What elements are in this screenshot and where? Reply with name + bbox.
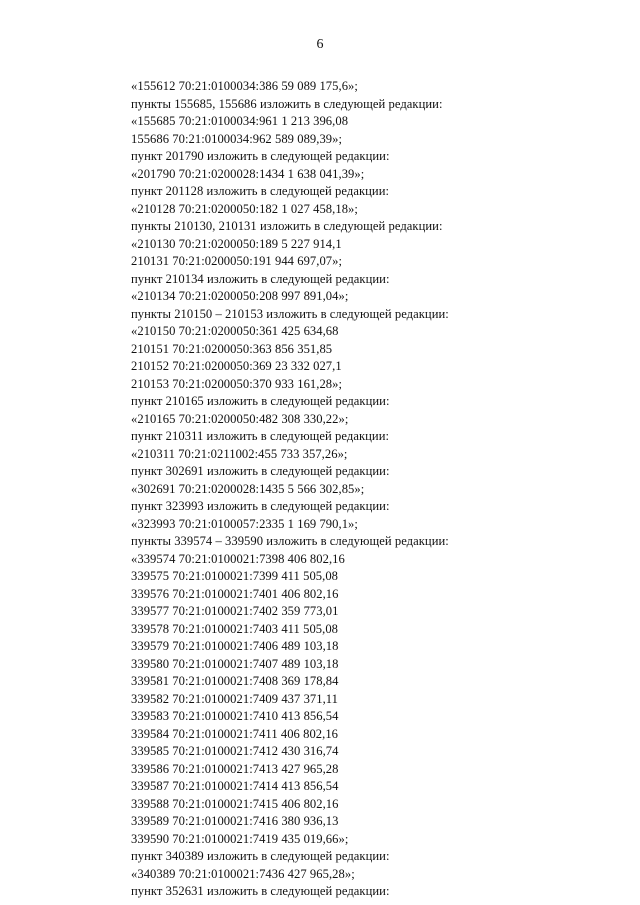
document-line: «339574 70:21:0100021:7398 406 802,16 — [131, 551, 345, 566]
document-line: 155686 70:21:0100034:962 589 089,39»; — [131, 131, 343, 146]
document-line: 339581 70:21:0100021:7408 369 178,84 — [131, 674, 339, 688]
page-number: 6 — [316, 37, 324, 52]
document-line: 339588 70:21:0100021:7415 406 802,16 — [131, 796, 339, 811]
document-line: 339580 70:21:0100021:7407 489 103,18 — [131, 656, 339, 671]
document-line: 339578 70:21:0100021:7403 411 505,08 — [131, 621, 339, 636]
document-line: «323993 70:21:0100057:2335 1 169 790,1»; — [131, 516, 358, 531]
document-line: пункт 210134 изложить в следующей редакции: — [131, 271, 390, 286]
document-line: пункты 210150 – 210153 изложить в следующей редакции: — [131, 306, 449, 321]
document-line: пункты 210130, 210131 изложить в следующей редакции: — [131, 219, 443, 233]
document-line: 339582 70:21:0100021:7409 437 371,11 — [131, 691, 339, 706]
document-line: «340389 70:21:0100021:7436 427 965,28»; — [131, 866, 355, 881]
document-line: пункт 323993 изложить в следующей редакции: — [131, 499, 390, 513]
document-line: 210152 70:21:0200050:369 23 332 027,1 — [131, 359, 342, 373]
document-line: «210130 70:21:0200050:189 5 227 914,1 — [131, 236, 342, 251]
document-line: «155685 70:21:0100034:961 1 213 396,08 — [131, 114, 349, 128]
document-line: 210151 70:21:0200050:363 856 351,85 — [131, 341, 333, 356]
document-line: 339587 70:21:0100021:7414 413 856,54 — [131, 779, 339, 793]
document-line: «210311 70:21:0211002:455 733 357,26»; — [131, 446, 348, 461]
document-line: «210150 70:21:0200050:361 425 634,68 — [131, 324, 339, 338]
document-line: пункты 155685, 155686 изложить в следующей редакции: — [131, 96, 443, 111]
document-line: пункт 302691 изложить в следующей редакции: — [131, 464, 390, 478]
document-line: 210131 70:21:0200050:191 944 697,07»; — [131, 254, 343, 268]
document-line: 339585 70:21:0100021:7412 430 316,74 — [131, 744, 339, 758]
document-line: 339576 70:21:0100021:7401 406 802,16 — [131, 586, 339, 601]
document-line: 339583 70:21:0100021:7410 413 856,54 — [131, 709, 339, 723]
document-line: «210128 70:21:0200050:182 1 027 458,18»; — [131, 201, 358, 216]
document-line: 339586 70:21:0100021:7413 427 965,28 — [131, 761, 339, 776]
document-line: «302691 70:21:0200028:1435 5 566 302,85»; — [131, 481, 365, 496]
document-line: пункт 201790 изложить в следующей редакции: — [131, 149, 390, 163]
document-line: «210165 70:21:0200050:482 308 330,22»; — [131, 411, 349, 426]
document-body — [131, 78, 611, 901]
document-line: 339579 70:21:0100021:7406 489 103,18 — [131, 639, 339, 653]
document-line: пункты 339574 – 339590 изложить в следующей редакции: — [131, 534, 449, 548]
document-line: пункт 201128 изложить в следующей редакции: — [131, 184, 390, 198]
document-line: 339589 70:21:0100021:7416 380 936,13 — [131, 814, 339, 828]
document-line: «201790 70:21:0200028:1434 1 638 041,39»; — [131, 166, 365, 181]
document-line: пункт 210165 изложить в следующей редакции: — [131, 394, 390, 408]
document-line: 339584 70:21:0100021:7411 406 802,16 — [131, 726, 339, 741]
document-line: 339590 70:21:0100021:7419 435 019,66»; — [131, 831, 349, 846]
document-line: пункт 340389 изложить в следующей редакции: — [131, 849, 390, 863]
document-line: 210153 70:21:0200050:370 933 161,28»; — [131, 376, 343, 391]
document-line: «210134 70:21:0200050:208 997 891,04»; — [131, 289, 349, 303]
document-line: «155612 70:21:0100034:386 59 089 175,6»; — [131, 79, 358, 93]
document-line: 339575 70:21:0100021:7399 411 505,08 — [131, 569, 339, 583]
document-line: 339577 70:21:0100021:7402 359 773,01 — [131, 604, 339, 618]
document-line: пункт 352631 изложить в следующей редакции: — [131, 884, 390, 898]
document-line: пункт 210311 изложить в следующей редакции: — [131, 429, 390, 443]
